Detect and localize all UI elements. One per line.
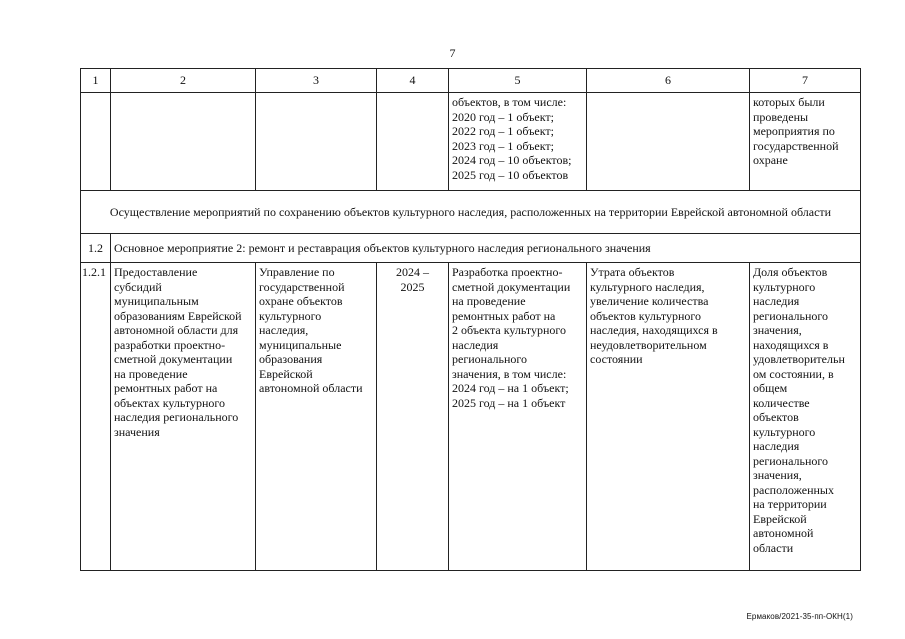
subsection-number: 1.2 (81, 234, 111, 263)
row-activity: Предоставление субсидий муниципальным образованиям Еврейской автономной области для разработки проектно- сметной документации на проведение ремонтных работ на объектах культурного наследия регионального значения (111, 263, 256, 571)
header-cell-1: 1 (81, 69, 111, 93)
header-row (81, 69, 861, 93)
cont-cell-2 (111, 93, 256, 191)
header-cell-7: 7 (750, 69, 861, 93)
section-title: Осуществление мероприятий по сохранению объектов культурного наследия, расположенных на территории Еврейской автономной области (81, 191, 861, 234)
cont-cell-3 (256, 93, 377, 191)
row-indicator: Доля объектов культурного наследия регионального значения, находящихся в удовлетворительн ом состоянии, в общем количестве объектов культурного наследия регионального значения, расположенных на территории Еврейской автономной области (750, 263, 861, 571)
row-executor: Управление по государственной охране объектов культурного наследия, муниципальные образования Еврейской автономной области (256, 263, 377, 571)
row-number: 1.2.1 (81, 263, 111, 571)
cont-cell-6 (587, 93, 750, 191)
section-row (81, 191, 861, 234)
subsection-row (81, 234, 861, 263)
footer-code: Ермаков/2021-35-пп-ОКН(1) (746, 612, 853, 621)
cont-cell-5: объектов, в том числе: 2020 год – 1 объект; 2022 год – 1 объект; 2023 год – 1 объект; 2024 год – 10 объектов; 2025 год – 10 объектов (449, 93, 587, 191)
cont-cell-7: которых были проведены мероприятия по государственной охране (750, 93, 861, 191)
row-result: Разработка проектно- сметной документации на проведение ремонтных работ на 2 объекта культурного наследия регионального значения, в том числе: 2024 год – на 1 объект; 2025 год – на 1 объект (449, 263, 587, 571)
row-consequences: Утрата объектов культурного наследия, увеличение количества объектов культурного наследия, находящихся в неудовлетворительном состоянии (587, 263, 750, 571)
continuation-row (81, 93, 861, 191)
cont-cell-4 (377, 93, 449, 191)
table-row (81, 263, 861, 571)
page-number: 7 (449, 46, 456, 60)
header-cell-2: 2 (111, 69, 256, 93)
subsection-title: Основное мероприятие 2: ремонт и реставрация объектов культурного наследия регионального значения (111, 234, 861, 263)
header-cell-6: 6 (587, 69, 750, 93)
header-cell-5: 5 (449, 69, 587, 93)
header-cell-3: 3 (256, 69, 377, 93)
header-cell-4: 4 (377, 69, 449, 93)
row-period: 2024 – 2025 (377, 263, 449, 571)
cont-cell-1 (81, 93, 111, 191)
program-table (80, 68, 861, 571)
